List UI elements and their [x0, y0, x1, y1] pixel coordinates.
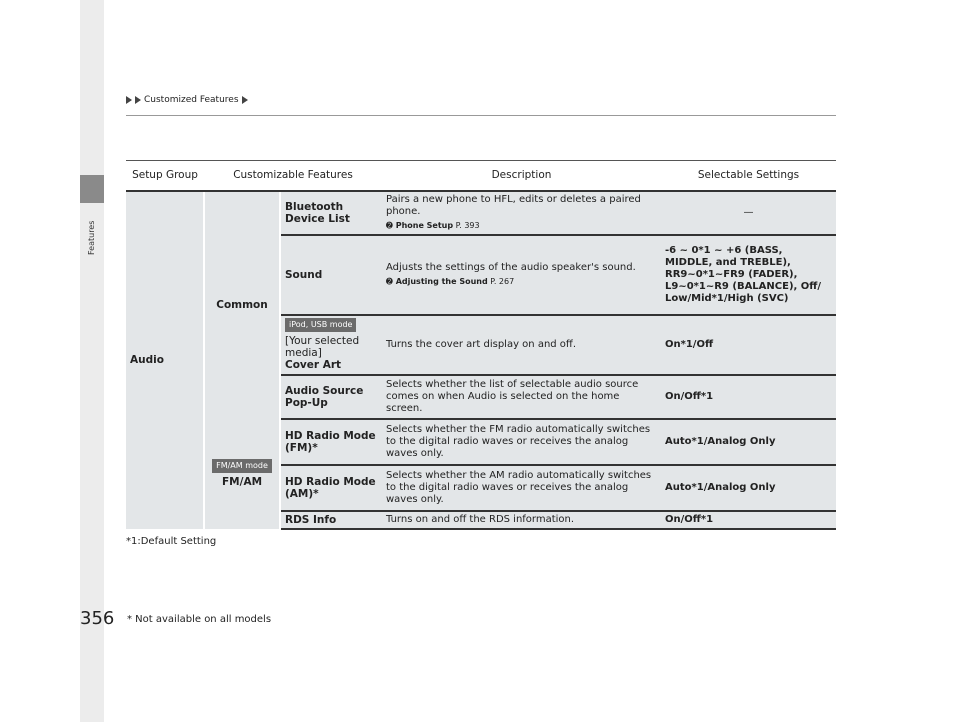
feature-bluetooth-device-list: Bluetooth Device List — [280, 191, 382, 235]
description-cell — [382, 235, 661, 315]
mode-badge: iPod, USB mode — [285, 318, 356, 332]
subgroup-fm-am — [204, 419, 280, 529]
description-cell: Selects whether the FM radio automatically switches to the digital radio waves or receives the analog waves only. — [382, 419, 661, 465]
triangle-icon — [126, 96, 132, 104]
breadcrumb-label: Customized Features — [144, 95, 239, 105]
feature-hd-radio-fm: HD Radio Mode (FM)* — [280, 419, 382, 465]
table-header-row — [126, 161, 836, 191]
header-description: Description — [382, 161, 661, 191]
setting-cell: Auto*1/Analog Only — [661, 419, 836, 465]
header-selectable-settings: Selectable Settings — [661, 161, 836, 191]
reference-title: Adjusting the Sound — [395, 276, 488, 286]
section-tab — [80, 175, 104, 203]
reference-title: Phone Setup — [395, 220, 454, 230]
mode-badge: FM/AM mode — [212, 459, 272, 473]
feature-hd-radio-am: HD Radio Mode (AM)* — [280, 465, 382, 511]
reference-arrow-icon: ➋ — [386, 276, 393, 286]
description-cell — [382, 191, 661, 235]
table-row — [126, 419, 836, 465]
reference-page: P. 267 — [490, 276, 515, 286]
triangle-icon — [135, 96, 141, 104]
setting-cell: Auto*1/Analog Only — [661, 465, 836, 511]
page-reference[interactable] — [386, 220, 657, 232]
section-label: Features — [87, 220, 96, 256]
setting-cell: -6 ~ 0*1 ~ +6 (BASS, MIDDLE, and TREBLE), RR9~0*1~FR9 (FADER), L9~0*1~R9 (BALANCE), Off/ Low/Mid*1/High (SVC) — [661, 235, 836, 315]
setting-cell: On/Off*1 — [661, 375, 836, 419]
description-cell: Turns the cover art display on and off. — [382, 315, 661, 375]
breadcrumb — [126, 95, 248, 105]
models-footnote: * Not available on all models — [127, 614, 272, 625]
description-text: Adjusts the settings of the audio speaker's sound. — [386, 261, 636, 273]
features-table — [126, 160, 836, 530]
page-number: 356 — [80, 608, 115, 629]
setting-cell: — — [661, 191, 836, 235]
description-cell: Turns on and off the RDS information. — [382, 511, 661, 529]
header-setup-group: Setup Group — [126, 161, 204, 191]
feature-rds-info: RDS Info — [280, 511, 382, 529]
description-cell: Selects whether the list of selectable audio source comes on when Audio is selected on the home screen. — [382, 375, 661, 419]
feature-sound: Sound — [280, 235, 382, 315]
subgroup-label: FM/AM — [221, 476, 263, 488]
triangle-icon — [242, 96, 248, 104]
feature-prefix: [Your selected media] — [285, 335, 360, 359]
default-setting-note: *1:Default Setting — [126, 536, 217, 547]
header-rule — [126, 115, 836, 116]
group-audio: Audio — [126, 191, 204, 529]
reference-page: P. 393 — [455, 220, 480, 230]
setting-cell: On/Off*1 — [661, 511, 836, 529]
subgroup-common: Common — [204, 191, 280, 419]
description-cell: Selects whether the AM radio automatically switches to the digital radio waves or receives the analog waves only. — [382, 465, 661, 511]
table-row — [126, 191, 836, 235]
feature-label: Cover Art — [285, 359, 342, 371]
setting-cell: On*1/Off — [661, 315, 836, 375]
page-reference[interactable] — [386, 276, 657, 288]
description-text: Pairs a new phone to HFL, edits or deletes a paired phone. — [386, 193, 641, 217]
feature-audio-source-popup: Audio Source Pop-Up — [280, 375, 382, 419]
feature-cover-art — [280, 315, 382, 375]
reference-arrow-icon: ➋ — [386, 220, 393, 230]
header-customizable-features: Customizable Features — [204, 161, 382, 191]
